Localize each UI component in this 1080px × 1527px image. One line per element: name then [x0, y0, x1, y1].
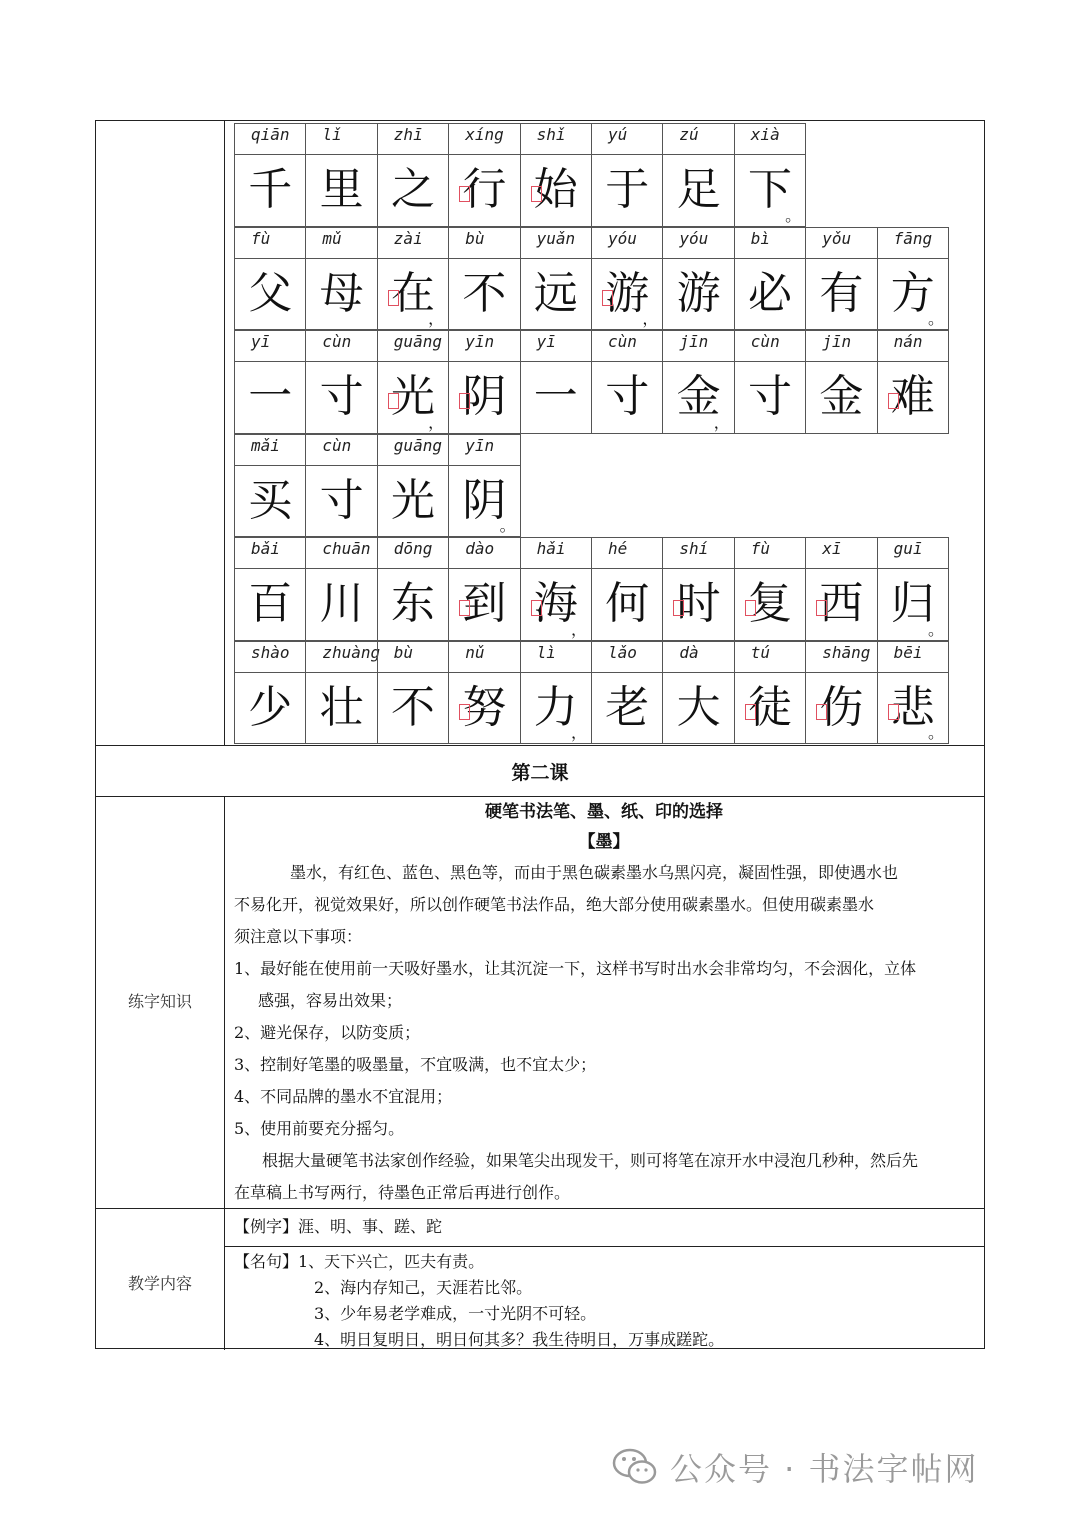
- outro-line: 在草稿上书写两行，待墨色正常后再进行创作。: [234, 1183, 571, 1202]
- hanzi-char: 力: [533, 681, 578, 733]
- hanzi-char: 伤: [819, 681, 864, 733]
- copybook-cell: [662, 537, 734, 641]
- hanzi-char: 努: [462, 681, 507, 733]
- copybook-cell: [448, 641, 520, 745]
- pinyin: jīn: [663, 332, 733, 362]
- quote-line: 4、明日复明日，明日何其多？我生待明日，万事成蹉跎。: [314, 1330, 725, 1349]
- copybook-cell: [520, 227, 592, 331]
- column-divider: [224, 121, 225, 1350]
- pinyin: lǎo: [592, 643, 662, 673]
- copybook-cell: [805, 330, 877, 434]
- famous-quotes: [234, 1249, 974, 1353]
- copybook-cell: [377, 641, 449, 745]
- pinyin: yóu: [663, 229, 733, 259]
- hanzi-char: 里: [319, 164, 364, 215]
- red-guide-mark: [888, 704, 899, 720]
- copybook-cell: [448, 123, 520, 227]
- hanzi-char: 到: [462, 578, 507, 629]
- hanzi-char: 少: [248, 681, 293, 733]
- copybook-cell: [305, 227, 377, 331]
- hanzi-char: 游: [676, 267, 721, 319]
- hanzi-char: 有: [819, 267, 864, 319]
- pinyin: zài: [378, 229, 448, 259]
- red-guide-mark: [459, 186, 470, 202]
- hanzi-char: 海: [533, 578, 578, 629]
- row-divider: [96, 745, 984, 746]
- copybook-cell: [234, 227, 306, 331]
- pinyin: shí: [663, 539, 733, 569]
- quote-line: 2、海内存知己，天涯若比邻。: [314, 1278, 533, 1297]
- hanzi-char: 寸: [319, 474, 364, 526]
- hanzi-char: 游: [605, 267, 650, 319]
- knowledge-heading: 硬笔书法笔、墨、纸、印的选择: [485, 802, 723, 822]
- red-guide-mark: [388, 393, 399, 409]
- pinyin: yīn: [449, 332, 519, 362]
- copybook-cell: [877, 330, 949, 434]
- hanzi-char: 之: [390, 164, 435, 215]
- note-item: 2、避光保存，以防变质；: [234, 1023, 421, 1042]
- copybook-cell: [805, 227, 877, 331]
- copybook-cell: [234, 123, 306, 227]
- hanzi-char: 始: [533, 164, 578, 215]
- hanzi-char: 悲: [890, 681, 935, 733]
- pinyin: yī: [235, 332, 305, 362]
- pinyin: yīn: [449, 436, 519, 466]
- hanzi-char: 壮: [319, 681, 364, 733]
- red-guide-mark: [459, 704, 470, 720]
- pinyin: bì: [735, 229, 805, 259]
- punctuation-mark: ，: [570, 619, 587, 639]
- pinyin: qiān: [235, 125, 305, 155]
- hanzi-char: 足: [676, 164, 721, 215]
- red-guide-mark: [459, 393, 470, 409]
- hanzi-char: 于: [605, 164, 650, 215]
- copybook-cell: [448, 227, 520, 331]
- copybook-cell: [805, 641, 877, 745]
- hanzi-char: 时: [676, 578, 721, 629]
- pinyin: yuǎn: [521, 229, 591, 259]
- copybook-cell: [877, 227, 949, 331]
- pinyin: fāng: [878, 229, 948, 259]
- hanzi-char: 阴: [462, 371, 507, 422]
- hanzi-char: 复: [747, 578, 792, 629]
- hanzi-char: 在: [390, 267, 435, 319]
- copybook-cell: [377, 537, 449, 641]
- hanzi-char: 行: [462, 164, 507, 215]
- pinyin: nán: [878, 332, 948, 362]
- pinyin: bù: [449, 229, 519, 259]
- hanzi-char: 寸: [605, 371, 650, 422]
- teaching-label: 教学内容: [127, 1274, 192, 1293]
- punctuation-mark: 。: [499, 516, 516, 535]
- pinyin: lǐ: [306, 125, 376, 155]
- red-guide-mark: [816, 704, 827, 720]
- copybook-cell: [377, 330, 449, 434]
- pinyin: zhuàng: [306, 643, 376, 673]
- pinyin: shāng: [806, 643, 876, 673]
- copybook-cell: [305, 641, 381, 745]
- note-item: 3、控制好笔墨的吸墨量，不宜吸满，也不宜太少；: [234, 1055, 597, 1074]
- pinyin: hǎi: [521, 539, 591, 569]
- pinyin: lì: [521, 643, 591, 673]
- pinyin: cùn: [306, 332, 376, 362]
- hanzi-char: 不: [462, 267, 507, 319]
- copybook-cell: [877, 537, 949, 641]
- copybook-cell: [591, 641, 663, 745]
- copybook-cell: [734, 330, 806, 434]
- copybook-cell: [377, 434, 449, 538]
- punctuation-mark: 。: [927, 309, 944, 328]
- intro-line: 墨水，有红色、蓝色、黑色等，而由于黑色碳素墨水乌黑闪亮，凝固性强，即使遇水也: [290, 863, 899, 882]
- hanzi-char: 金: [676, 371, 721, 422]
- hanzi-char: 阴: [462, 474, 507, 526]
- punctuation-mark: 。: [927, 619, 944, 639]
- hanzi-char: 川: [319, 578, 364, 629]
- copybook-cell: [520, 641, 592, 745]
- copybook-cell: [234, 330, 306, 434]
- pinyin: xíng: [449, 125, 519, 155]
- hanzi-char: 必: [747, 267, 792, 319]
- hanzi-char: 西: [819, 578, 864, 629]
- pinyin: fù: [735, 539, 805, 569]
- note-item: 5、使用前要充分摇匀。: [234, 1119, 405, 1138]
- copybook-cell: [377, 123, 449, 227]
- copybook-cell: [520, 537, 592, 641]
- hanzi-char: 买: [248, 474, 293, 526]
- pinyin: dōng: [378, 539, 448, 569]
- copybook-cell: [591, 537, 663, 641]
- pinyin: zhī: [378, 125, 448, 155]
- outro-line: 根据大量硬笔书法家创作经验，如果笔尖出现发干，则可将笔在凉开水中浸泡几秒种，然后先: [262, 1151, 919, 1170]
- red-guide-mark: [531, 600, 542, 616]
- copybook-cell: [448, 330, 520, 434]
- copybook-cell: [305, 537, 377, 641]
- pinyin: cùn: [592, 332, 662, 362]
- copybook-cell: [877, 641, 949, 745]
- copybook-cell: [591, 227, 663, 331]
- pinyin: shào: [235, 643, 305, 673]
- hanzi-char: 母: [319, 267, 364, 319]
- note-item: 1、最好能在使用前一天吸好墨水，让其沉淀一下，这样书写时出水会非常均匀，不会洇化，立体: [234, 959, 917, 978]
- hanzi-char: 光: [390, 371, 435, 422]
- copybook-cell: [448, 434, 520, 538]
- pinyin: xià: [735, 125, 805, 155]
- hanzi-char: 寸: [747, 371, 792, 422]
- watermark: [612, 1444, 979, 1490]
- pinyin: dà: [663, 643, 733, 673]
- copybook-cell: [662, 330, 734, 434]
- hanzi-char: 千: [248, 164, 293, 215]
- intro-line: 须注意以下事项：: [234, 927, 363, 946]
- pinyin: xī: [806, 539, 876, 569]
- punctuation-mark: ，: [713, 412, 730, 432]
- copybook-cell: [734, 123, 806, 227]
- copybook-cell: [520, 330, 592, 434]
- pinyin: fù: [235, 229, 305, 259]
- hanzi-char: 大: [676, 681, 721, 733]
- pinyin: shǐ: [521, 125, 591, 155]
- red-guide-mark: [745, 600, 756, 616]
- pinyin: zú: [663, 125, 733, 155]
- pinyin: mǎi: [235, 436, 305, 466]
- copybook-cell: [662, 227, 734, 331]
- red-guide-mark: [816, 600, 827, 616]
- copybook-cell: [234, 641, 306, 745]
- pinyin: bǎi: [235, 539, 305, 569]
- punctuation-mark: ，: [570, 723, 587, 742]
- hanzi-char: 一: [533, 371, 578, 422]
- pinyin: yī: [521, 332, 591, 362]
- note-item-cont: 感强，容易出效果；: [258, 991, 403, 1010]
- red-guide-mark: [673, 600, 684, 616]
- pinyin: yóu: [592, 229, 662, 259]
- punctuation-mark: ，: [428, 309, 445, 328]
- hanzi-char: 方: [890, 267, 935, 319]
- punctuation-mark: 。: [785, 205, 802, 225]
- row-divider: [224, 1246, 984, 1247]
- hanzi-char: 一: [248, 371, 293, 422]
- pinyin: chuān: [306, 539, 376, 569]
- copybook-cell: [662, 123, 734, 227]
- copybook-cell: [234, 434, 306, 538]
- quote-line: 【名句】1、天下兴亡，匹夫有责。: [234, 1252, 485, 1271]
- hanzi-char: 不: [390, 681, 435, 733]
- copybook-cell: [377, 227, 449, 331]
- pinyin: guī: [878, 539, 948, 569]
- pinyin: hé: [592, 539, 662, 569]
- knowledge-label: 练字知识: [127, 992, 192, 1011]
- example-chars: 【例字】涯、明、事、蹉、跎: [234, 1217, 443, 1236]
- copybook-cell: [591, 123, 663, 227]
- lesson-table: [95, 120, 985, 1349]
- pinyin: bù: [378, 643, 448, 673]
- punctuation-mark: ，: [642, 309, 659, 328]
- red-guide-mark: [602, 290, 613, 306]
- pinyin: mǔ: [306, 229, 376, 259]
- hanzi-char: 老: [605, 681, 650, 733]
- copybook-cell: [448, 537, 520, 641]
- hanzi-char: 父: [248, 267, 293, 319]
- intro-line: 不易化开，视觉效果好，所以创作硬笔书法作品，绝大部分使用碳素墨水。但使用碳素墨水: [234, 895, 875, 914]
- pinyin: tú: [735, 643, 805, 673]
- hanzi-char: 下: [747, 164, 792, 215]
- red-guide-mark: [745, 704, 756, 720]
- watermark-text: 公众号 · 书法字帖网: [670, 1450, 979, 1488]
- wechat-icon: [612, 1447, 658, 1487]
- copybook-cell: [305, 123, 377, 227]
- copybook-cell: [734, 227, 806, 331]
- copybook-cell: [305, 330, 377, 434]
- hanzi-char: 归: [890, 578, 935, 629]
- lesson-title: 第二课: [511, 762, 569, 784]
- copybook-image: [234, 123, 948, 742]
- red-guide-mark: [888, 393, 899, 409]
- hanzi-char: 寸: [319, 371, 364, 422]
- pinyin: yú: [592, 125, 662, 155]
- pinyin: yǒu: [806, 229, 876, 259]
- pinyin: guāng: [378, 436, 448, 466]
- punctuation-mark: ，: [428, 412, 445, 432]
- quote-line: 3、少年易老学难成，一寸光阴不可轻。: [314, 1304, 597, 1323]
- copybook-cell: [305, 434, 377, 538]
- copybook-cell: [662, 641, 734, 745]
- red-guide-mark: [459, 600, 470, 616]
- red-guide-mark: [531, 186, 542, 202]
- copybook-cell: [234, 537, 306, 641]
- hanzi-char: 金: [819, 371, 864, 422]
- pinyin: guāng: [378, 332, 448, 362]
- hanzi-char: 东: [390, 578, 435, 629]
- hanzi-char: 光: [390, 474, 435, 526]
- pinyin: jīn: [806, 332, 876, 362]
- hanzi-char: 何: [605, 578, 650, 629]
- knowledge-subheading: 【墨】: [578, 832, 630, 852]
- pinyin: cùn: [735, 332, 805, 362]
- hanzi-char: 远: [533, 267, 578, 319]
- hanzi-char: 百: [248, 578, 293, 629]
- pinyin: bēi: [878, 643, 948, 673]
- copybook-cell: [734, 641, 806, 745]
- copybook-cell: [520, 123, 592, 227]
- pinyin: cùn: [306, 436, 376, 466]
- red-guide-mark: [388, 290, 399, 306]
- pinyin: nǔ: [449, 643, 519, 673]
- hanzi-char: 难: [890, 371, 935, 422]
- pinyin: dào: [449, 539, 519, 569]
- copybook-cell: [734, 537, 806, 641]
- copybook-cell: [591, 330, 663, 434]
- copybook-cell: [805, 537, 877, 641]
- punctuation-mark: 。: [927, 723, 944, 742]
- knowledge-content: [234, 797, 974, 1209]
- hanzi-char: 徒: [747, 681, 792, 733]
- note-item: 4、不同品牌的墨水不宜混用；: [234, 1087, 453, 1106]
